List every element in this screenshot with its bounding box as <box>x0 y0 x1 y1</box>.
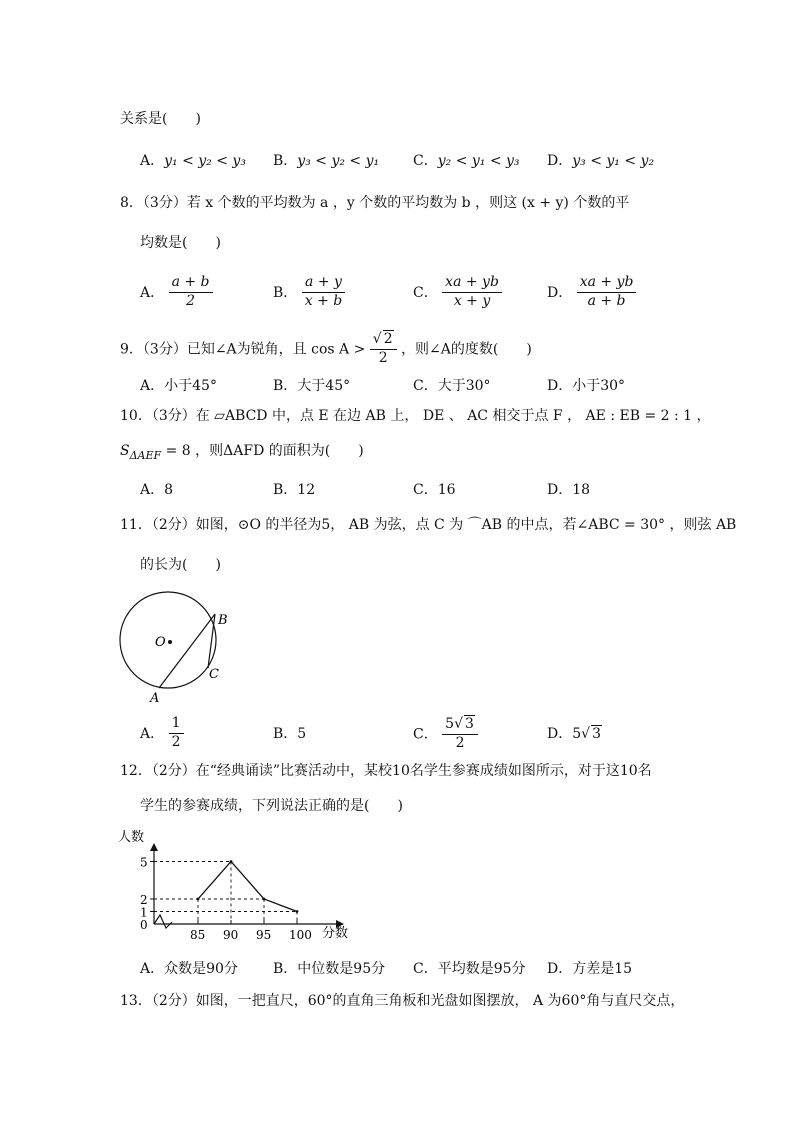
q8-option-d-fraction: $\frac{xa + yb}{a + b}$ <box>577 274 637 310</box>
label-a: A <box>150 691 160 706</box>
q9-option-b[interactable]: B．大于45° <box>273 378 351 394</box>
center-point-o <box>168 640 172 644</box>
q11-stem-line2: 的长为( ) <box>140 557 221 573</box>
q11-option-b[interactable]: B．5 <box>273 726 307 742</box>
y-tick-label-1: 1 <box>140 905 148 920</box>
q12-stem-line1: 12．（2分）在“经典诵读”比赛活动中，某校10名学生参赛成绩如图所示，对于这10名 <box>120 763 652 779</box>
y-tick-label-0: 0 <box>140 918 148 932</box>
q9-stem: 9．（3分）已知∠A为锐角，且 cos A > $\frac{√ 2}{2}$ ，则∠A的度数( ) <box>120 331 532 366</box>
q7-option-d[interactable]: D．y₃ < y₁ < y₂ <box>547 153 655 169</box>
q9-option-c[interactable]: C．大于30° <box>413 378 491 394</box>
q12-option-a[interactable]: A．众数是90分 <box>140 961 238 977</box>
data-point-100 <box>296 910 299 913</box>
q11-option-a[interactable]: A． $\frac{1}{2}$ <box>140 715 184 751</box>
q8-option-a[interactable]: A． $\frac{a + b}{2}$ <box>140 274 213 310</box>
x-tick-label-100: 100 <box>289 928 312 942</box>
q7-option-c[interactable]: C．y₂ < y₁ < y₃ <box>413 153 520 169</box>
q10-option-b[interactable]: B．12 <box>273 482 316 498</box>
q10-option-a[interactable]: A．8 <box>140 482 174 498</box>
chart-marks <box>140 843 344 942</box>
q8-option-c-fraction: $\frac{xa + yb}{x + y}$ <box>442 274 502 310</box>
q10-stem-line1: 10．（3分）在 ▱ABCD 中，点 E 在边 AB 上， DE 、 AC 相交于点 F ， AE : EB = 2 : 1 ， <box>120 408 711 424</box>
label-b: B <box>218 613 228 628</box>
q8-option-c[interactable]: C． $\frac{xa + yb}{x + y}$ <box>413 274 502 310</box>
q8-option-d[interactable]: D． $\frac{xa + yb}{a + b}$ <box>547 274 636 310</box>
q7-option-a[interactable]: A．y₁ < y₂ < y₃ <box>140 153 246 169</box>
q9-option-a[interactable]: A．小于45° <box>140 378 217 394</box>
q12-line-chart <box>110 825 370 945</box>
q12-option-b[interactable]: B．中位数是95分 <box>273 961 386 977</box>
data-point-85 <box>197 898 200 901</box>
q13-stem-line1: 13．（2分）如图，一把直尺，60°的直角三角板和光盘如图摆放， A 为60°角与直尺交点， <box>120 993 685 1009</box>
y-tick-label-5: 5 <box>140 855 148 870</box>
q12-stem-line2: 学生的参赛成绩，下列说法正确的是( ) <box>140 798 403 814</box>
q7-option-b[interactable]: B．y₃ < y₂ < y₁ <box>273 153 380 169</box>
q11-option-d[interactable]: D．5√ 3 <box>547 726 601 742</box>
q12-option-d[interactable]: D．方差是15 <box>547 961 633 977</box>
data-point-95 <box>263 898 266 901</box>
x-tick-label-95: 95 <box>256 928 272 942</box>
y-axis-arrow <box>150 843 158 851</box>
q11-circle-figure <box>110 590 250 710</box>
chart-xlabel: 分数 <box>322 926 349 941</box>
data-point-90 <box>230 860 233 863</box>
q9-option-d[interactable]: D．小于30° <box>547 378 626 394</box>
q8-option-b[interactable]: B． $\frac{a + y}{x + b}$ <box>273 274 345 310</box>
q10-option-d[interactable]: D．18 <box>547 482 591 498</box>
q11-stem-line1: 11．（2分）如图，⊙O 的半径为5， AB 为弦，点 C 为 ⌒AB 的中点，若∠ABC = 30° ，则弦 AB <box>120 517 737 533</box>
q7-stem-tail: 关系是( ) <box>120 111 201 127</box>
chord-ab <box>159 614 215 688</box>
q8-option-b-fraction: $\frac{a + y}{x + b}$ <box>302 274 346 310</box>
y-tick-label-2: 2 <box>140 893 148 907</box>
label-c: C <box>209 667 219 682</box>
q12-option-c[interactable]: C．平均数是95分 <box>413 961 526 977</box>
circle-o <box>120 592 216 688</box>
q10-stem-line2: $S_{\Delta AEF} = 8$ ，则ΔAFD 的面积为( ) <box>120 443 364 462</box>
q11-option-c[interactable]: C． $\frac{5√ 3}{2}$ <box>413 715 478 752</box>
q10-option-c[interactable]: C．16 <box>413 482 456 498</box>
label-o: O <box>155 635 166 650</box>
chart-ylabel: 人数 <box>118 830 145 845</box>
x-tick-label-90: 90 <box>223 928 239 942</box>
q8-stem-line2: 均数是( ) <box>140 235 221 251</box>
series-line <box>198 862 297 912</box>
q8-option-a-fraction: $\frac{a + b}{2}$ <box>169 274 213 310</box>
q8-stem-line1: 8．（3分）若 x 个数的平均数为 a ，y 个数的平均数为 b ，则这 (x + y) 个数的平 <box>120 195 630 211</box>
axis-break <box>154 915 172 928</box>
x-tick-label-85: 85 <box>190 928 206 942</box>
q9-sqrt2-over-2: $\frac{√ 2}{2}$ <box>370 330 397 367</box>
